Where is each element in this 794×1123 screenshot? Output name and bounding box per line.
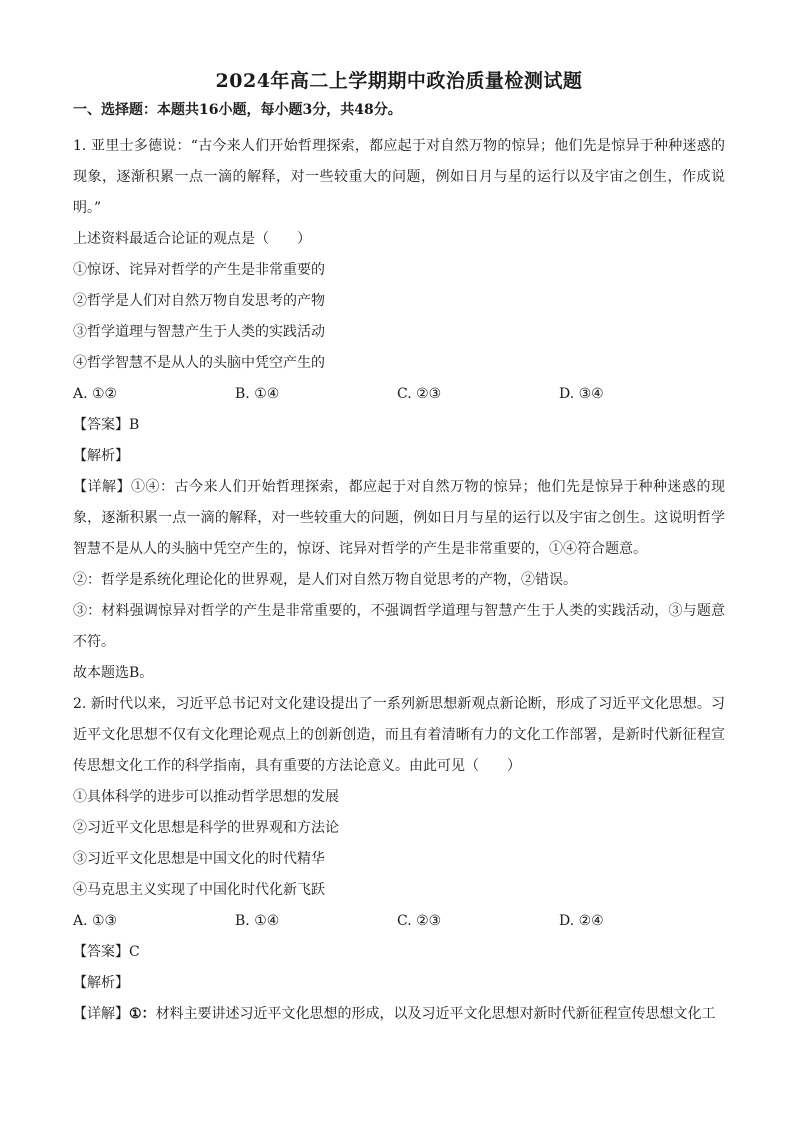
q1-detail-text-1: ①④：古今来人们开始哲理探索，都应起于对自然万物的惊异；他们先是惊异于种种迷惑的现象，逐渐积累一点一滴的解释，对一些较重大的问题，例如日月与星的运行以及宇宙之创生。这说明哲学智慧不是从人的头脑中凭空产生的，惊讶、诧异对哲学的产生是非常重要的，①④符合题意。 xyxy=(73,479,725,557)
q1-detail-3: ③：材料强调惊异对哲学的产生是非常重要的，不强调哲学道理与智慧产生于人类的实践活动，③与题意不符。 xyxy=(73,603,725,650)
q2-answer-value: C xyxy=(129,944,140,960)
q1-answer xyxy=(73,410,725,441)
q2-item-3: ③习近平文化思想是中国文化的时代精华 xyxy=(73,851,325,867)
q1-option-d: D. ③④ xyxy=(559,386,604,402)
q2-option-c: C. ②③ xyxy=(397,913,442,929)
q2-answer-tag: 【答案】 xyxy=(73,944,129,960)
q2-item-4: ④马克思主义实现了中国化时代化新飞跃 xyxy=(73,882,325,898)
q1-stem: 1. 亚里士多德说：“古今来人们开始哲理探索，都应起于对自然万物的惊异；他们先是惊异于种种迷惑的现象，逐渐积累一点一滴的解释，对一些较重大的问题，例如日月与星的运行以及宇宙之创生，作成说明。” xyxy=(73,138,725,216)
exam-title: 2024年高二上学期期中政治质量检测试题 xyxy=(215,70,583,92)
q2-option-a: A. ①③ xyxy=(73,913,118,929)
q2-item-2: ②习近平文化思想是科学的世界观和方法论 xyxy=(73,820,339,836)
question-1 xyxy=(73,131,725,689)
q1-item-2: ②哲学是人们对自然万物自发思考的产物 xyxy=(73,293,325,309)
section-heading: 一、选择题：本题共16小题，每小题3分，共48分。 xyxy=(73,102,402,118)
q1-analysis-tag: 【解析】 xyxy=(73,448,129,464)
q2-answer xyxy=(73,937,725,968)
q1-detail-tag: 【详解】 xyxy=(73,479,131,495)
q1-option-c: C. ②③ xyxy=(397,386,442,402)
q2-analysis-tag: 【解析】 xyxy=(73,975,129,991)
q2-stem: 2. 新时代以来，习近平总书记对文化建设提出了一系列新思想新观点新论断，形成了习近平文化思想。习近平文化思想不仅有文化理论观点上的创新创造，而且有着清晰有力的文化工作部署，是新时代新征程宣传思想文化工作的科学指南，具有重要的方法论意义。由此可见（ ） xyxy=(73,696,725,774)
q2-detail xyxy=(73,999,725,1030)
q1-option-a: A. ①② xyxy=(73,386,118,402)
q1-item-3: ③哲学道理与智慧产生于人类的实践活动 xyxy=(73,324,325,340)
q2-detail-tag: 【详解】 xyxy=(73,1006,129,1022)
q1-item-4: ④哲学智慧不是从人的头脑中凭空产生的 xyxy=(73,355,325,371)
q1-detail-1 xyxy=(73,472,725,565)
exam-page xyxy=(73,68,725,1030)
q1-prompt: 上述资料最适合论证的观点是（ ） xyxy=(73,231,311,247)
question-2 xyxy=(73,689,725,1030)
q2-detail-lead: ①： xyxy=(129,1006,156,1022)
q1-option-b: B. ①④ xyxy=(235,386,280,402)
q1-detail-2: ②：哲学是系统化理论化的世界观，是人们对自然万物自觉思考的产物，②错误。 xyxy=(73,572,577,588)
q2-options xyxy=(73,906,725,937)
q1-answer-value: B xyxy=(129,417,140,433)
q1-answer-tag: 【答案】 xyxy=(73,417,129,433)
q2-item-1: ①具体科学的进步可以推动哲学思想的发展 xyxy=(73,789,339,805)
q1-item-1: ①惊讶、诧异对哲学的产生是非常重要的 xyxy=(73,262,325,278)
q2-option-b: B. ①④ xyxy=(235,913,280,929)
q2-detail-text: 材料主要讲述习近平文化思想的形成，以及习近平文化思想对新时代新征程宣传思想文化工 xyxy=(155,1006,716,1022)
q2-option-d: D. ②④ xyxy=(559,913,604,929)
q1-conclusion: 故本题选B。 xyxy=(73,665,154,681)
q1-options xyxy=(73,379,725,410)
